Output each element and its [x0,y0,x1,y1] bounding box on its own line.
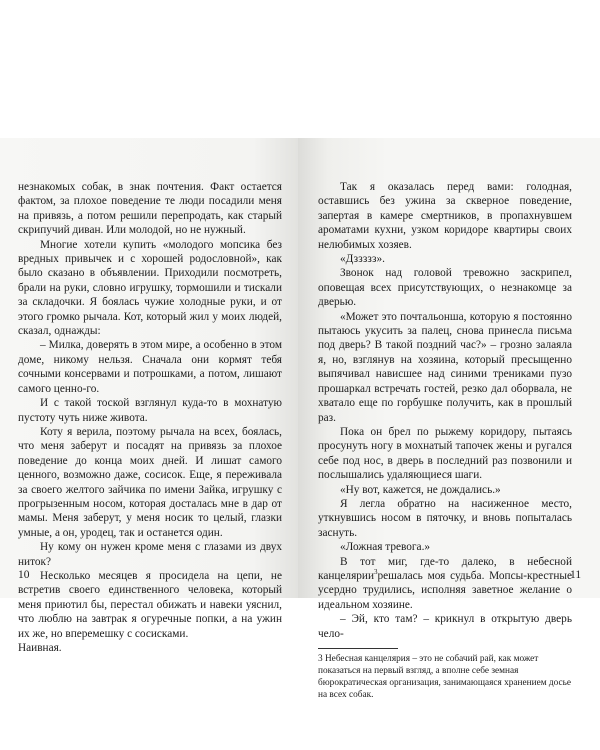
left-page [0,138,298,654]
page-number: 10 [18,569,30,581]
footnote-divider [318,648,398,649]
paragraph: Наивная. [18,642,62,654]
paragraph: незнакомых собак, в знак почтения. Факт остается фактом, за плохое поведение те люди посадили меня на привязь, а потом решили перепродать, как старый скрипучий диван. Или молодой, но не нужный. [18,181,282,237]
paragraph: «Может это почтальонша, которую я постоянно пытаюсь укусить за палец, снова принесла письма под дверь? В такой поздний час?» – грозно залаяла я, но, взглянув на хозяина, который пресыщенно выпячивал нависшее над синими трениками пузо прошаркал встречать гостей, резко дал оборвала, не хватало еще по горбушке получить, как в прошлый раз. [318,310,572,424]
paragraph-with-footnote-ref [318,555,572,613]
paragraph: Я легла обратно на насиженное место, уткнувшись носом в пяточку, и вновь попыталась заснуть. [318,497,572,539]
paragraph: «Дззззз». [340,253,385,266]
book-spread [0,138,600,700]
page-number: 11 [570,569,582,581]
paragraph: – Эй, кто там? – крикнул в открытую дверь чело- [318,613,572,640]
paragraph: Пока он брел по рыжему коридору, пытаясь просунуть ногу в мохнатый тапочек жены и ругался себе под нос, в дверь в последний раз позвонили и послышались удаляющиеся шаги. [318,425,572,482]
left-page-text [18,180,282,655]
paragraph: И с такой тоской взглянул куда-то в мохнатую пустоту чуть ниже живота. [18,397,282,424]
paragraph: Звонок над головой тревожно заскрипел, оповещая всех присутствующих, о незнакомце за дверью. [318,267,572,309]
paragraph: Многие хотели купить «молодого мопсика без вредных привычек и с хорошей родословной», как было сказано в объявлении. Приходили посмотреть, брали на руки, словно игрушку, тормошили и тискали за складочки. Я боялась чужие холодные руки, и от этого громко рычала. Кот, который жил у моих людей, сказал, однажды: [18,238,282,338]
paragraph: Несколько месяцев я просидела на цепи, не встретив своего единственного человека, который меня приютил бы, перестал обижать и навеки уяснил, что люблю на завтрак я огуречные попки, а на ужин их же, но вперемешку с сосисками. [18,569,282,640]
paragraph-continuation: решалась моя судьба. Мопсы-крестные усердно трудились, исполняя заветное желание о идеальном хозяине. [318,569,572,611]
paragraph: Ну кому он нужен кроме меня с глазами из двух ниток? [18,541,282,568]
paragraph-text: В тот миг, где-то далеко, в небесной канцелярии [318,555,572,582]
paragraph: Так я оказалась перед вами: голодная, оставшись без ужина за скверное поведение, запертая в камере смертников, в пропахнувшем ароматами кухни, узком коридоре квартиры своих нелюбимых хозяев. [318,181,572,251]
right-page-text [318,180,572,701]
footnote-marker: 3 [374,568,378,577]
paragraph: Коту я верила, поэтому рычала на всех, боялась, что меня заберут и посадят на привязь за плохое поведение до конца моих дней. И лишат самого ценного, возможно даже, сосисок. Еще, я переживала за своего желтого зайчика по имени Зайка, игрушку с прогрызенным носом, которая досталась мне в дар от мамы. Меня заберут, у меня носик то целый, глазки умные, а он, уродец, так и останется один. [18,425,282,539]
paragraph: «Ну вот, кажется, не дождались.» [340,483,501,496]
right-page [298,138,600,700]
paragraph: – Милка, доверять в этом мире, а особенно в этом доме, никому нельзя. Сначала они кормят тебя сочными консервами и потрошками, а потом, лишают самого ценно-го. [18,339,282,395]
paragraph: «Ложная тревога.» [340,541,431,554]
footnote: 3 Небесная канцелярия – это не собачий рай, как может показаться на первый взгляд, а вполне себе земная бюрократическая организация, занимающаяся хранением досье на всех собак. [318,654,572,700]
